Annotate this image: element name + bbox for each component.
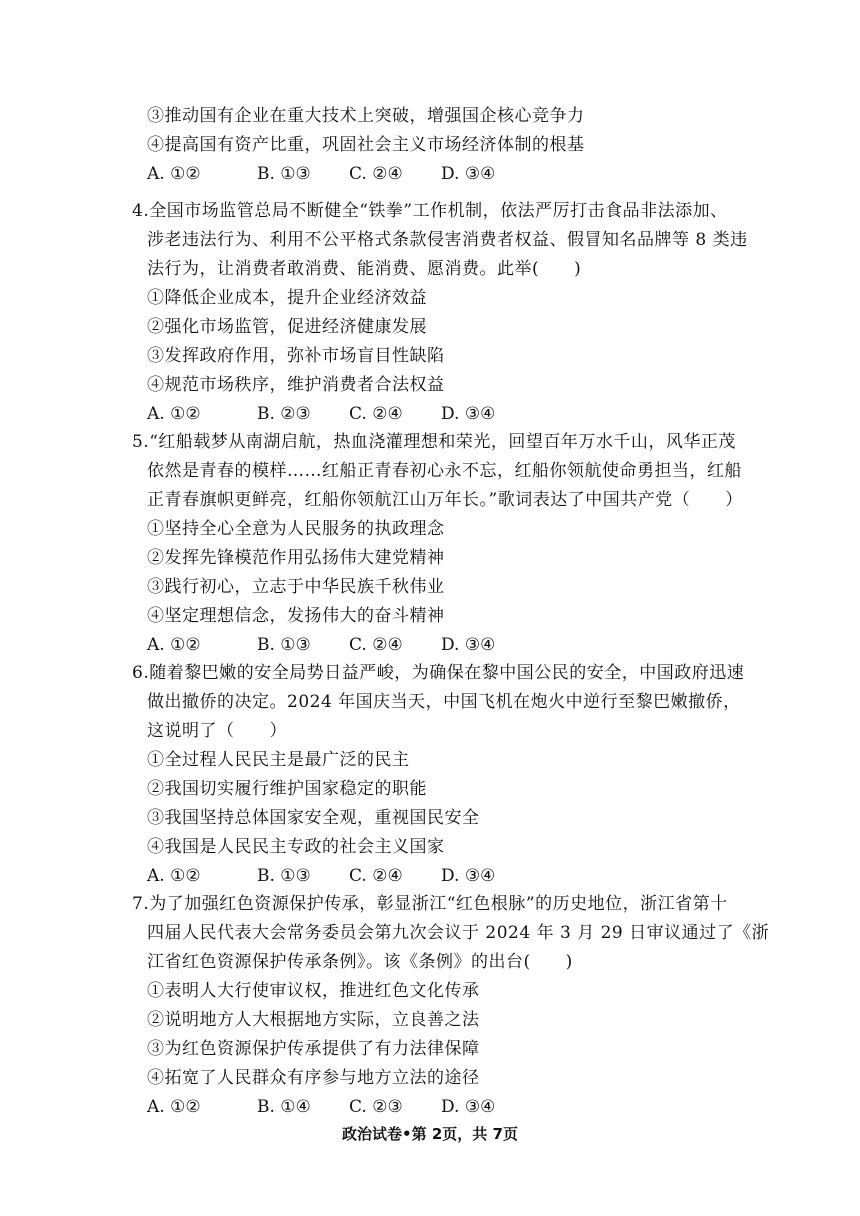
q5-stem-line-1: 5.“红船载梦从南湖启航，热血浇灌理想和荣光，回望百年万水千山，风华正茂 — [132, 432, 736, 452]
q7-choices — [147, 1096, 495, 1118]
q6-stem-line-2: 做出撤侨的决定。2024 年国庆当天，中国飞机在炮火中逆行至黎巴嫩撤侨， — [147, 692, 741, 712]
q7-option-2: ②说明地方人大根据地方实际，立良善之法 — [147, 1010, 480, 1030]
q3-choice-c: C. ②④ — [349, 164, 403, 184]
q6-choices — [147, 865, 495, 887]
q4-choice-c: C. ②④ — [349, 404, 403, 424]
q7-option-1: ①表明人大行使审议权，推进红色文化传承 — [147, 981, 480, 1001]
q3-choice-b: B. ①③ — [257, 164, 311, 184]
q5-option-3: ③践行初心，立志于中华民族千秋伟业 — [147, 577, 445, 597]
q5-choice-a: A. ①② — [147, 635, 201, 655]
q4-stem-line-3: 法行为，让消费者敢消费、能消费、愿消费。此举( ) — [147, 259, 582, 279]
q4-option-1: ①降低企业成本，提升企业经济效益 — [147, 288, 427, 308]
q7-choice-d: D. ③④ — [441, 1097, 496, 1117]
q6-choice-d: D. ③④ — [441, 866, 496, 886]
q4-choice-b: B. ②③ — [257, 404, 311, 424]
q5-option-4: ④坚定理想信念，发扬伟大的奋斗精神 — [147, 606, 445, 626]
q5-choice-c: C. ②④ — [349, 635, 403, 655]
q5-choice-d: D. ③④ — [441, 635, 496, 655]
q4-stem-line-2: 涉老违法行为、利用不公平格式条款侵害消费者权益、假冒知名品牌等 8 类违 — [147, 230, 748, 250]
q4-option-2: ②强化市场监管，促进经济健康发展 — [147, 317, 427, 337]
q7-choice-a: A. ①② — [147, 1097, 201, 1117]
q7-stem-line-1: 7.为了加强红色资源保护传承，彰显浙江“红色根脉”的历史地位，浙江省第十 — [132, 894, 728, 914]
q7-stem-line-3: 江省红色资源保护传承条例》。该《条例》的出台( ) — [147, 952, 573, 972]
q3-option-3: ③推动国有企业在重大技术上突破，增强国企核心竞争力 — [147, 106, 585, 126]
q5-stem-line-2: 依然是青春的模样……红船正青春初心永不忘，红船你领航使命勇担当，红船 — [147, 461, 742, 481]
q6-option-2: ②我国切实履行维护国家稳定的职能 — [147, 779, 427, 799]
q4-option-4: ④规范市场秩序，维护消费者合法权益 — [147, 375, 445, 395]
q7-choice-b: B. ①④ — [257, 1097, 311, 1117]
q4-option-3: ③发挥政府作用，弥补市场盲目性缺陷 — [147, 346, 445, 366]
q3-choice-d: D. ③④ — [441, 164, 496, 184]
q3-option-4: ④提高国有资产比重，巩固社会主义市场经济体制的根基 — [147, 135, 585, 155]
q6-option-4: ④我国是人民民主专政的社会主义国家 — [147, 837, 445, 857]
q7-option-3: ③为红色资源保护传承提供了有力法律保障 — [147, 1039, 480, 1059]
q5-choice-b: B. ①③ — [257, 635, 311, 655]
q6-choice-b: B. ①③ — [257, 866, 311, 886]
q3-choices — [147, 163, 495, 185]
page-footer: 政治试卷•第 2页，共 7页 — [342, 1125, 518, 1143]
q5-choices — [147, 634, 495, 656]
q7-choice-c: C. ②③ — [349, 1097, 403, 1117]
q6-option-1: ①全过程人民民主是最广泛的民主 — [147, 750, 410, 770]
q3-choice-a: A. ①② — [147, 164, 201, 184]
q4-choice-a: A. ①② — [147, 404, 201, 424]
q6-option-3: ③我国坚持总体国家安全观，重视国民安全 — [147, 808, 480, 828]
q6-choice-a: A. ①② — [147, 866, 201, 886]
q6-stem-line-1: 6.随着黎巴嫩的安全局势日益严峻，为确保在黎中国公民的安全，中国政府迅速 — [132, 663, 745, 683]
q7-option-4: ④拓宽了人民群众有序参与地方立法的途径 — [147, 1068, 480, 1088]
q6-stem-line-3: 这说明了（ ） — [147, 721, 287, 741]
q5-option-2: ②发挥先锋模范作用弘扬伟大建党精神 — [147, 548, 445, 568]
q5-stem-line-3: 正青春旗帜更鲜亮，红船你领航江山万年长。”歌词表达了中国共产党（ ） — [147, 490, 743, 510]
q7-stem-line-2: 四届人民代表大会常务委员会第九次会议于 2024 年 3 月 29 日审议通过了《浙 — [147, 923, 770, 943]
q4-stem-line-1: 4.全国市场监管总局不断健全“铁拳”工作机制，依法严厉打击食品非法添加、 — [132, 201, 728, 221]
q4-choices — [147, 403, 495, 425]
q6-choice-c: C. ②④ — [349, 866, 403, 886]
q4-choice-d: D. ③④ — [441, 404, 496, 424]
q5-option-1: ①坚持全心全意为人民服务的执政理念 — [147, 519, 445, 539]
